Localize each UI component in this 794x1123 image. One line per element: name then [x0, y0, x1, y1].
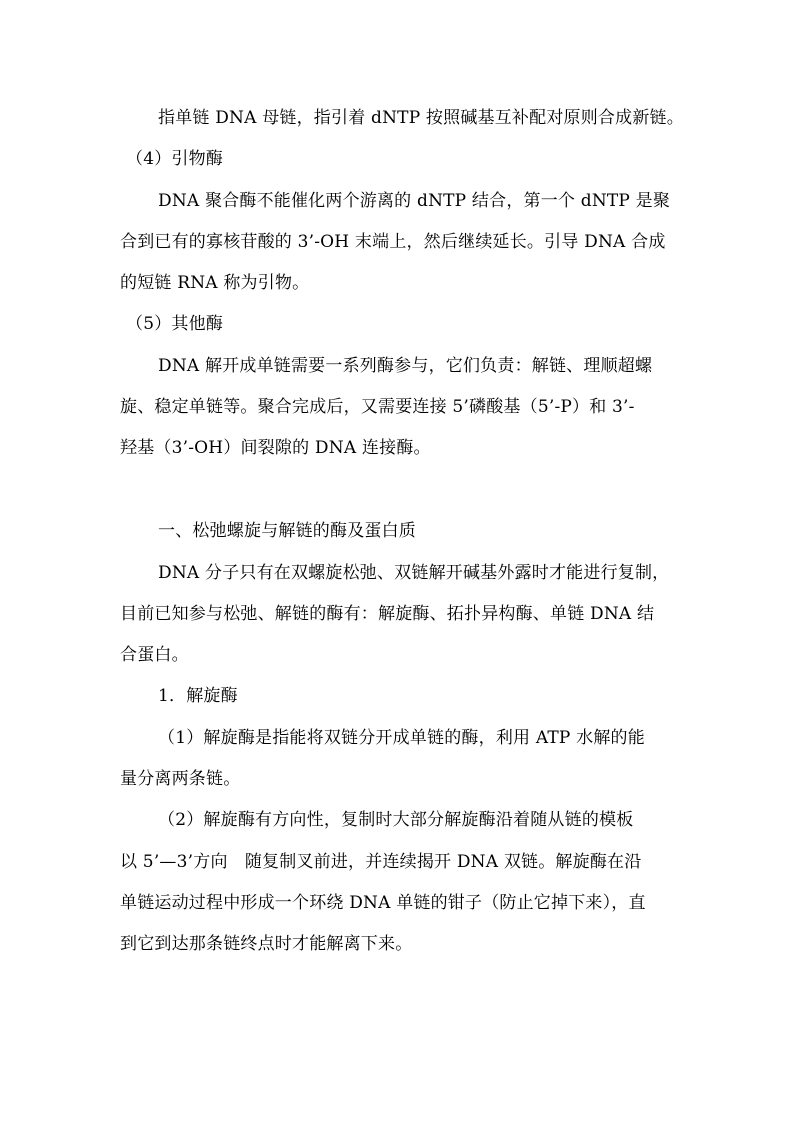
paragraph-line: DNA 聚合酶不能催化两个游离的 dNTP 结合，第一个 dNTP 是聚 [158, 191, 671, 211]
paragraph-line: 目前已知参与松弛、解链的酶有：解旋酶、拓扑异构酶、单链 DNA 结 [120, 604, 655, 624]
paragraph-line: 到它到达那条链终点时才能解离下来。 [120, 934, 413, 954]
paragraph-line: 指单链 DNA 母链，指引着 dNTP 按照碱基互补配对原则合成新链。 [158, 108, 684, 128]
paragraph-line: 合到已有的寡核苷酸的 3’-OH 末端上，然后继续延长。引导 DNA 合成 [120, 232, 666, 252]
paragraph-line: DNA 分子只有在双螺旋松弛、双链解开碱基外露时才能进行复制， [158, 563, 670, 583]
section-heading-primase: （4）引物酶 [126, 149, 224, 169]
section-heading-unwinding: 一、松弛螺旋与解链的酶及蛋白质 [158, 521, 416, 541]
paragraph-line: 量分离两条链。 [120, 769, 241, 789]
paragraph-line: 单链运动过程中形成一个环绕 DNA 单链的钳子（防止它掉下来），直 [120, 893, 646, 913]
paragraph-line: 旋、稳定单链等。聚合完成后，又需要连接 5’磷酸基（5’-P）和 3’- [120, 397, 635, 417]
paragraph-line: 以 5’—3’方向 随复制叉前进，并连续揭开 DNA 双链。解旋酶在沿 [120, 852, 642, 872]
subsection-heading-helicase: 1．解旋酶 [158, 686, 238, 706]
section-heading-other-enzymes: （5）其他酶 [126, 314, 224, 334]
paragraph-line: 的短链 RNA 称为引物。 [120, 273, 310, 293]
paragraph-line: （2）解旋酶有方向性，复制时大部分解旋酶沿着随从链的模板 [158, 810, 634, 830]
paragraph-line: 羟基（3’-OH）间裂隙的 DNA 连接酶。 [120, 438, 431, 458]
paragraph-line: （1）解旋酶是指能将双链分开成单链的酶，利用 ATP 水解的能 [158, 728, 645, 748]
paragraph-line: 合蛋白。 [120, 645, 189, 665]
paragraph-line: DNA 解开成单链需要一系列酶参与，它们负责：解链、理顺超螺 [158, 356, 653, 376]
